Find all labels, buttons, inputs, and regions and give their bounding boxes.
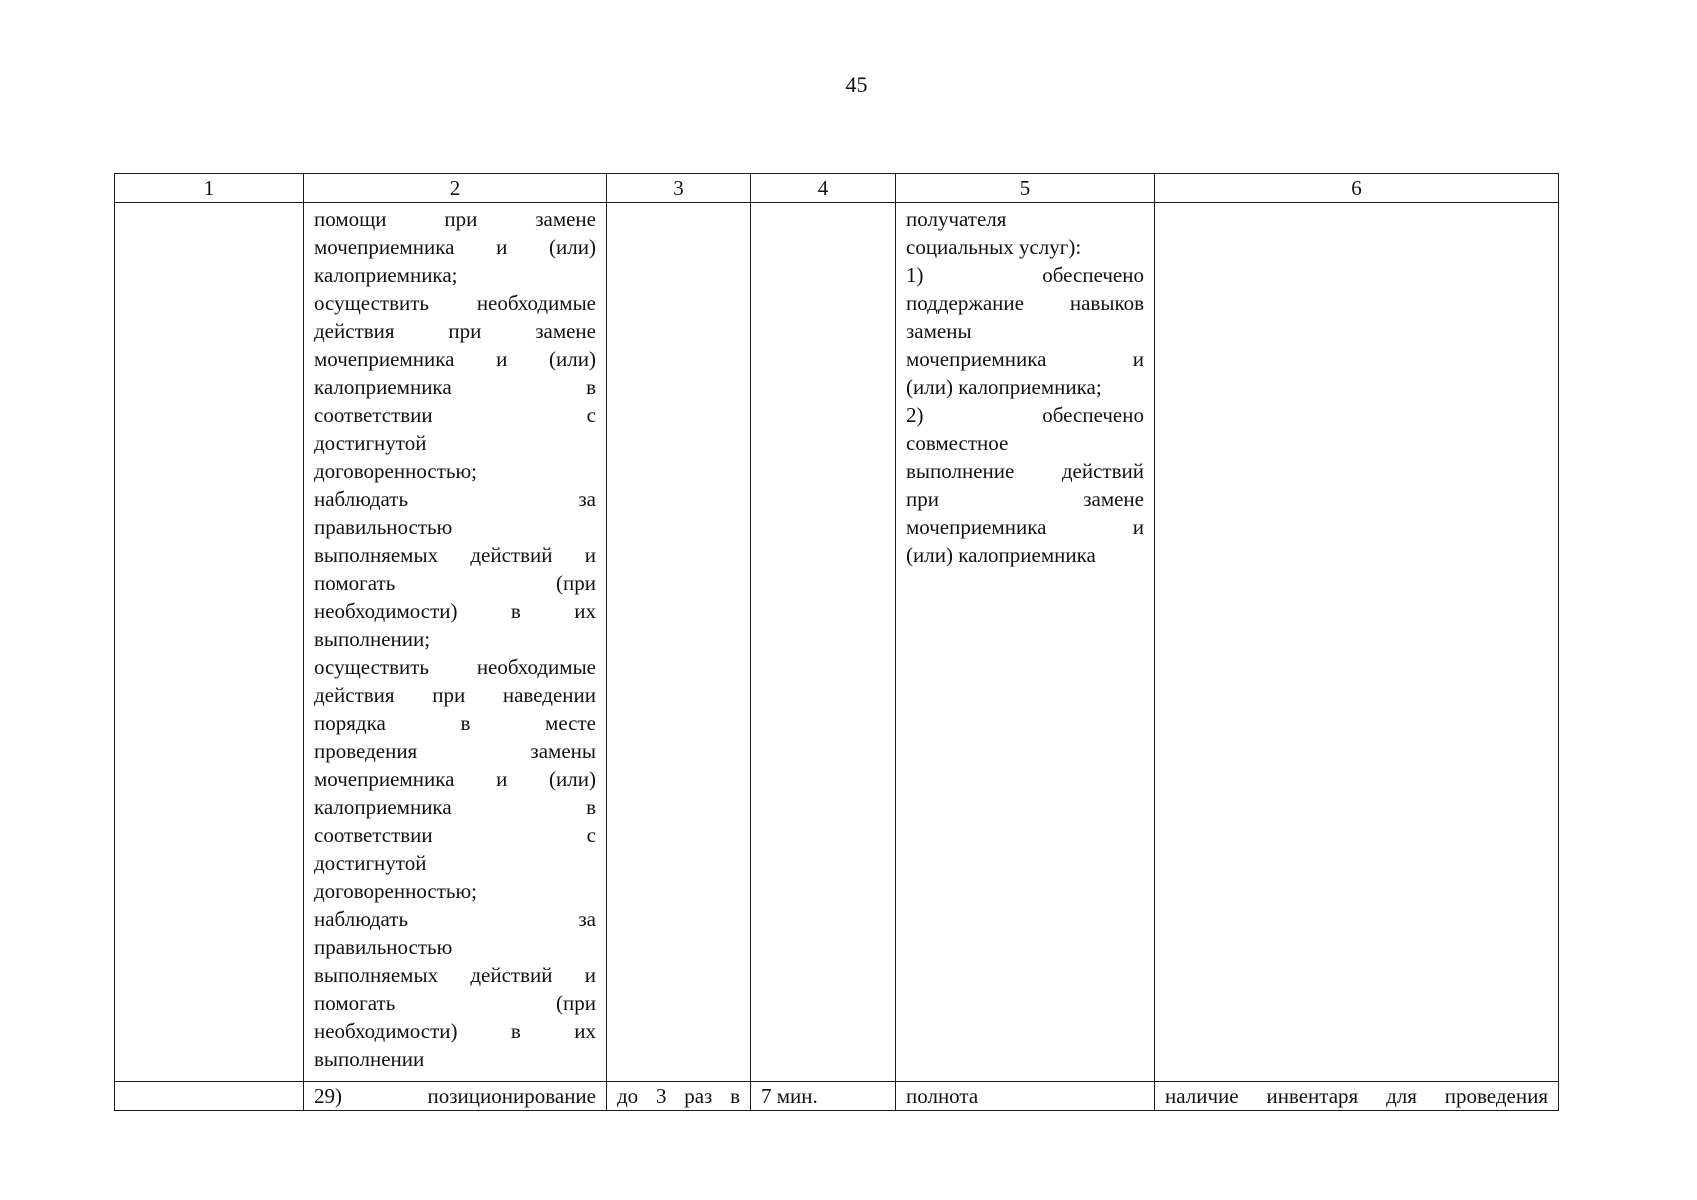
- cell-text-line: мочеприемника и (или): [314, 235, 596, 259]
- cell-text-line: мочеприемника и: [906, 515, 1144, 539]
- cell-text-line: выполнение действий: [906, 459, 1144, 483]
- cell-text-line: осуществить необходимые: [314, 655, 596, 679]
- cell-text-line: соответствии с: [314, 403, 596, 427]
- service-description-cell: [304, 203, 607, 1082]
- cell-text-line: выполнении;: [314, 627, 431, 651]
- cell-text-line: при замене: [906, 487, 1144, 511]
- cell-text-line: выполняемых действий и: [314, 543, 596, 567]
- cell-text-line: действия при наведении: [314, 683, 596, 707]
- cell-text-line: мочеприемника и (или): [314, 767, 596, 791]
- cell-text-line: мочеприемника и: [906, 347, 1144, 371]
- cell-text-line: (или) калоприемника: [906, 543, 1096, 567]
- page-number: 45: [845, 72, 868, 97]
- cell-text-line: правильностью: [314, 935, 453, 959]
- service-name-cell: 29) позиционирование: [304, 1082, 607, 1111]
- table-cell: [115, 203, 304, 1082]
- cell-text-line: договоренностью;: [314, 879, 477, 903]
- column-header: 3: [607, 174, 751, 203]
- cell-text-line: действия при замене: [314, 319, 596, 343]
- cell-text-line: замены: [906, 319, 972, 343]
- column-header: 1: [115, 174, 304, 203]
- cell-text-line: калоприемника в: [314, 795, 596, 819]
- cell-text-line: совместное: [906, 431, 1009, 455]
- cell-text-line: договоренностью;: [314, 459, 477, 483]
- cell-text-line: помогать (при: [314, 991, 596, 1015]
- cell-text-line: калоприемника в: [314, 375, 596, 399]
- cell-text-line: необходимости) в их: [314, 599, 596, 623]
- table-cell: [115, 1082, 304, 1111]
- column-header: 5: [896, 174, 1155, 203]
- cell-text-line: достигнутой: [314, 851, 427, 875]
- cell-text-line: необходимости) в их: [314, 1019, 596, 1043]
- services-table: [114, 173, 1559, 1111]
- cell-text-line: калоприемника;: [314, 263, 458, 287]
- cell-text-line: осуществить необходимые: [314, 291, 596, 315]
- frequency-cell: до 3 раз в: [607, 1082, 751, 1111]
- cell-text-line: поддержание навыков: [906, 291, 1144, 315]
- cell-text-line: наблюдать за: [314, 907, 596, 931]
- cell-text-line: 2) обеспечено: [906, 403, 1144, 427]
- cell-text-line: выполняемых действий и: [314, 963, 596, 987]
- column-header: 2: [304, 174, 607, 203]
- table-cell: [751, 203, 896, 1082]
- cell-text-line: социальных услуг):: [906, 235, 1082, 259]
- table-row: [115, 203, 1559, 1082]
- table-cell: [1155, 203, 1559, 1082]
- column-header: 4: [751, 174, 896, 203]
- cell-text-line: мочеприемника и (или): [314, 347, 596, 371]
- cell-text-block: [906, 205, 1144, 569]
- cell-text-line: получателя: [906, 207, 1007, 231]
- cell-text-line: (или) калоприемника;: [906, 375, 1102, 399]
- cell-text-line: наблюдать за: [314, 487, 596, 511]
- cell-text-line: правильностью: [314, 515, 453, 539]
- cell-text-line: достигнутой: [314, 431, 427, 455]
- cell-text-block: [314, 205, 596, 1073]
- conditions-cell: наличие инвентаря для проведения: [1155, 1082, 1559, 1111]
- cell-text-line: проведения замены: [314, 739, 596, 763]
- quality-cell: полнота: [896, 1082, 1155, 1111]
- cell-text-line: соответствии с: [314, 823, 596, 847]
- cell-text-line: помогать (при: [314, 571, 596, 595]
- cell-text-line: порядка в месте: [314, 711, 596, 735]
- column-header: 6: [1155, 174, 1559, 203]
- cell-text-line: выполнении: [314, 1047, 425, 1071]
- cell-text-line: помощи при замене: [314, 207, 596, 231]
- table-header-row: [115, 174, 1559, 203]
- table-cell: [607, 203, 751, 1082]
- table-row: [115, 1082, 1559, 1111]
- quality-indicator-cell: [896, 203, 1155, 1082]
- cell-text-line: 1) обеспечено: [906, 263, 1144, 287]
- duration-cell: 7 мин.: [751, 1082, 896, 1111]
